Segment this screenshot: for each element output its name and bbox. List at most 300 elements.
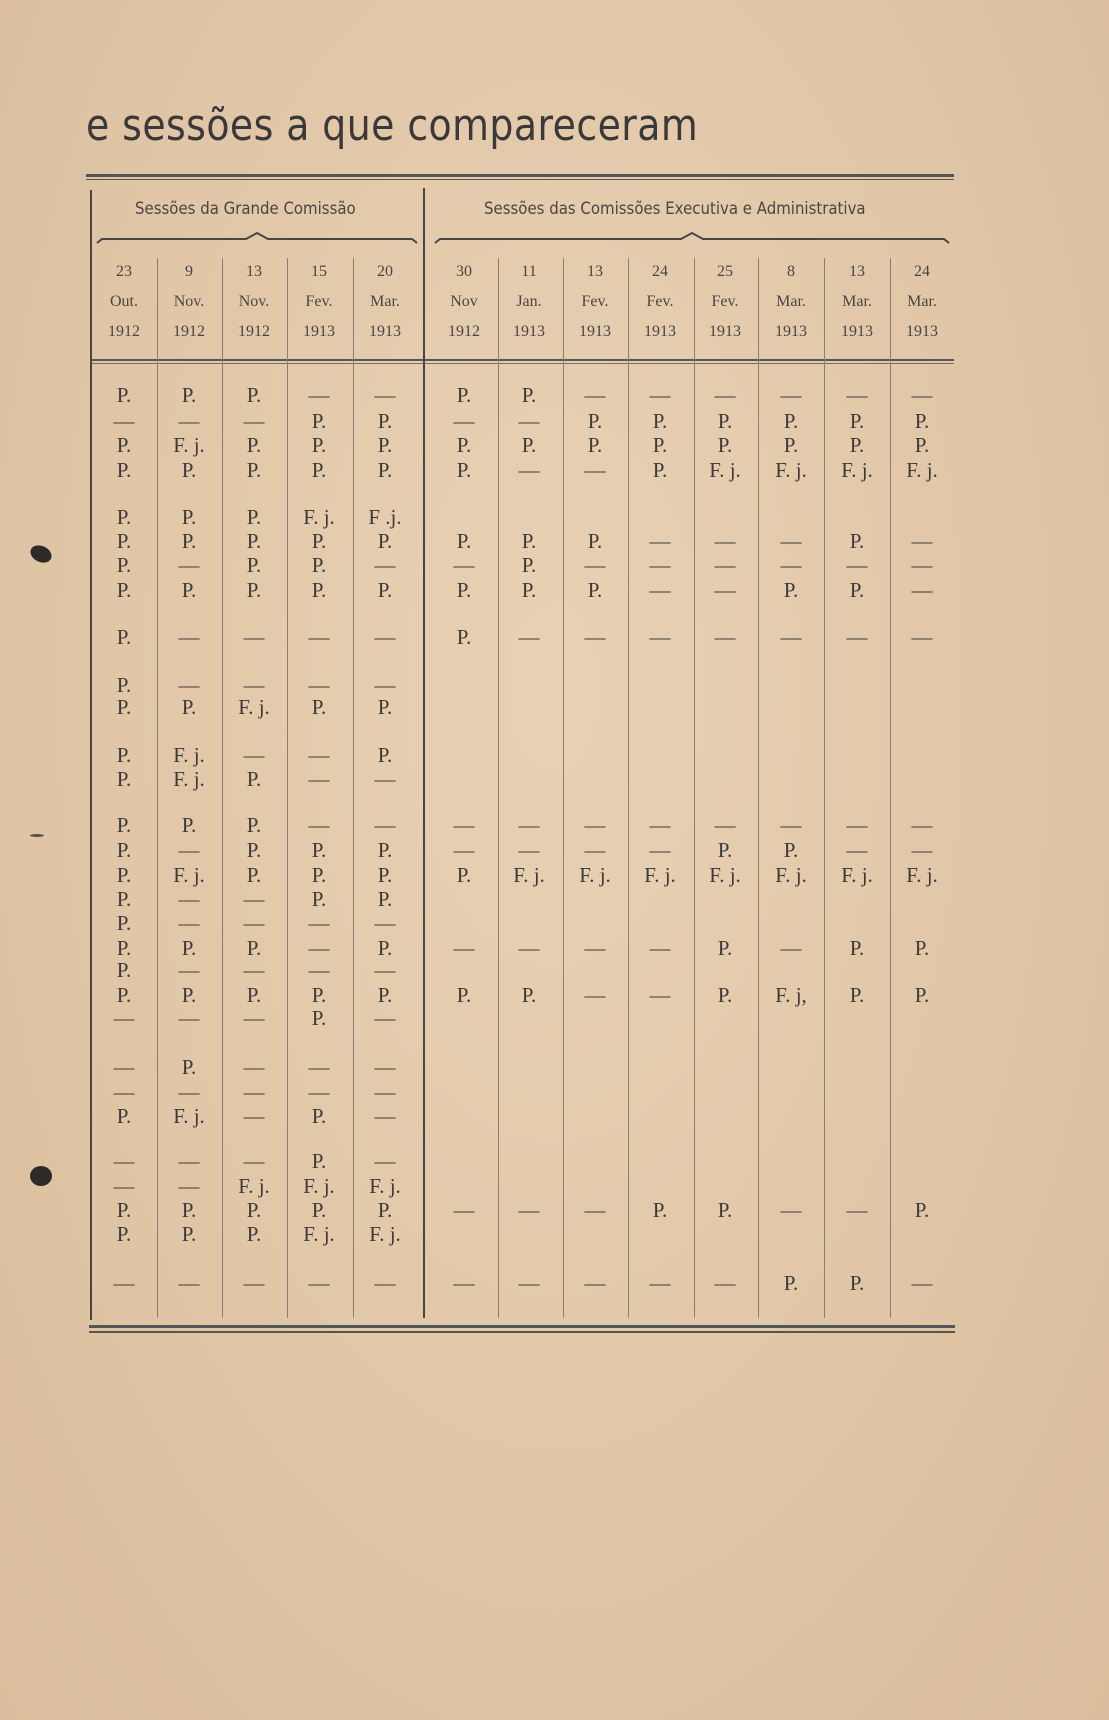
column-header-year: 1913 (513, 323, 545, 340)
attendance-cell: — (584, 1271, 606, 1295)
attendance-cell: P. (116, 911, 132, 935)
attendance-cell: — (911, 529, 933, 553)
attendance-cell: — (113, 1006, 135, 1030)
attendance-cell: — (453, 409, 475, 433)
attendance-cell: F. j. (173, 743, 205, 767)
attendance-cell: — (243, 1080, 265, 1104)
attendance-cell: — (308, 625, 330, 649)
attendance-cell: F .j. (368, 505, 402, 529)
brace-grande-comissao (96, 231, 418, 245)
attendance-cell: P. (116, 743, 132, 767)
attendance-cell: P. (116, 887, 132, 911)
attendance-cell: — (780, 553, 802, 577)
bottom-rule (89, 1325, 955, 1328)
attendance-cell: — (780, 813, 802, 837)
attendance-cell: P. (521, 983, 537, 1007)
attendance-cell: P. (717, 409, 733, 433)
attendance-cell: — (518, 936, 540, 960)
attendance-cell: — (113, 1174, 135, 1198)
attendance-cell: P. (246, 553, 262, 577)
column-header-month: Out. (110, 293, 138, 310)
attendance-cell: P. (181, 813, 197, 837)
attendance-cell: P. (246, 983, 262, 1007)
attendance-cell: P. (246, 578, 262, 602)
attendance-cell: — (649, 1271, 671, 1295)
attendance-cell: P. (521, 433, 537, 457)
attendance-cell: P. (181, 458, 197, 482)
attendance-cell: F. j. (173, 433, 205, 457)
attendance-cell: F. j. (775, 458, 807, 482)
attendance-cell: — (243, 673, 265, 697)
attendance-cell: P. (311, 983, 327, 1007)
attendance-cell: P. (311, 529, 327, 553)
attendance-cell: P. (914, 1198, 930, 1222)
attendance-cell: — (243, 1104, 265, 1128)
attendance-cell: P. (456, 433, 472, 457)
column-header-day: 23 (116, 263, 132, 280)
attendance-cell: P. (377, 887, 393, 911)
attendance-cell: — (178, 887, 200, 911)
attendance-cell: — (518, 1271, 540, 1295)
attendance-cell: — (714, 578, 736, 602)
attendance-cell: — (178, 911, 200, 935)
attendance-cell: F. j. (173, 1104, 205, 1128)
attendance-cell: P. (717, 433, 733, 457)
attendance-cell: — (308, 813, 330, 837)
attendance-cell: — (113, 409, 135, 433)
attendance-cell: — (911, 625, 933, 649)
attendance-cell: F. j. (303, 1174, 335, 1198)
attendance-cell: P. (377, 458, 393, 482)
attendance-cell: P. (181, 1055, 197, 1079)
attendance-cell: — (649, 383, 671, 407)
attendance-cell: — (243, 743, 265, 767)
attendance-cell: — (453, 1198, 475, 1222)
attendance-cell: P. (246, 383, 262, 407)
attendance-cell: P. (587, 529, 603, 553)
attendance-cell: — (374, 553, 396, 577)
attendance-cell: P. (116, 695, 132, 719)
attendance-cell: P. (311, 1149, 327, 1173)
attendance-cell: — (649, 983, 671, 1007)
attendance-cell: — (584, 813, 606, 837)
attendance-cell: — (518, 1198, 540, 1222)
attendance-cell: P. (652, 409, 668, 433)
attendance-cell: P. (456, 458, 472, 482)
attendance-cell: P. (456, 625, 472, 649)
column-header-day: 13 (587, 263, 603, 280)
attendance-cell: P. (311, 1198, 327, 1222)
attendance-cell: P. (116, 936, 132, 960)
attendance-cell: P. (311, 838, 327, 862)
attendance-cell: — (178, 1174, 200, 1198)
attendance-cell: P. (116, 767, 132, 791)
attendance-cell: — (649, 936, 671, 960)
attendance-cell: F. j. (303, 1222, 335, 1246)
attendance-cell: — (374, 813, 396, 837)
attendance-cell: P. (717, 936, 733, 960)
attendance-cell: P. (652, 458, 668, 482)
attendance-cell: — (374, 673, 396, 697)
attendance-cell: — (243, 625, 265, 649)
attendance-cell: P. (849, 936, 865, 960)
attendance-cell: P. (377, 578, 393, 602)
attendance-cell: P. (116, 1222, 132, 1246)
attendance-cell: — (243, 887, 265, 911)
attendance-cell: P. (181, 505, 197, 529)
column-header-month: Mar. (776, 293, 806, 310)
attendance-cell: — (243, 911, 265, 935)
attendance-cell: P. (456, 983, 472, 1007)
attendance-cell: P. (116, 673, 132, 697)
attendance-cell: P. (116, 958, 132, 982)
attendance-cell: P. (246, 813, 262, 837)
attendance-cell: — (178, 673, 200, 697)
attendance-cell: P. (849, 433, 865, 457)
attendance-cell: — (584, 838, 606, 862)
attendance-cell: P. (116, 505, 132, 529)
attendance-cell: P. (311, 695, 327, 719)
attendance-cell: — (649, 529, 671, 553)
attendance-cell: P. (717, 983, 733, 1007)
attendance-cell: P. (246, 505, 262, 529)
attendance-cell: — (374, 625, 396, 649)
column-header-year: 1913 (906, 323, 938, 340)
attendance-cell: — (308, 743, 330, 767)
attendance-cell: P. (783, 1271, 799, 1295)
top-rule-thin (86, 179, 954, 180)
column-header-day: 13 (246, 263, 262, 280)
attendance-cell: — (113, 1149, 135, 1173)
attendance-cell: F. j. (644, 863, 676, 887)
attendance-cell: — (243, 1149, 265, 1173)
attendance-cell: — (243, 409, 265, 433)
attendance-cell: — (308, 1055, 330, 1079)
column-header-month: Mar. (842, 293, 872, 310)
attendance-cell: — (714, 813, 736, 837)
attendance-cell: — (584, 383, 606, 407)
attendance-cell: — (453, 838, 475, 862)
attendance-cell: F. j. (579, 863, 611, 887)
attendance-cell: P. (914, 433, 930, 457)
attendance-cell: — (243, 1055, 265, 1079)
attendance-cell: P. (246, 1222, 262, 1246)
attendance-cell: P. (783, 838, 799, 862)
ink-blot (30, 834, 44, 837)
page-title: e sessões a que compareceram (86, 100, 699, 151)
column-header-year: 1913 (644, 323, 676, 340)
attendance-cell: P. (377, 983, 393, 1007)
attendance-cell: — (846, 1198, 868, 1222)
attendance-cell: P. (521, 529, 537, 553)
attendance-cell: — (780, 1198, 802, 1222)
attendance-cell: P. (116, 838, 132, 862)
attendance-cell: F. j. (841, 458, 873, 482)
column-header-month: Fev. (305, 293, 333, 310)
column-header-day: 24 (652, 263, 668, 280)
attendance-cell: — (374, 911, 396, 935)
attendance-cell: P. (311, 409, 327, 433)
column-header-day: 11 (521, 263, 537, 280)
attendance-cell: — (911, 838, 933, 862)
attendance-cell: P. (783, 433, 799, 457)
attendance-cell: — (308, 1271, 330, 1295)
attendance-cell: P. (246, 529, 262, 553)
column-header-month: Nov. (173, 293, 205, 310)
attendance-cell: P. (116, 529, 132, 553)
attendance-cell: F. j. (303, 505, 335, 529)
attendance-cell: — (178, 1080, 200, 1104)
attendance-cell: — (911, 578, 933, 602)
attendance-cell: P. (116, 1198, 132, 1222)
column-header-year: 1913 (775, 323, 807, 340)
column-header-month: Jan. (516, 293, 542, 310)
attendance-cell: — (584, 458, 606, 482)
attendance-cell: P. (849, 983, 865, 1007)
attendance-cell: P. (246, 433, 262, 457)
attendance-cell: — (911, 1271, 933, 1295)
attendance-cell: P. (246, 458, 262, 482)
group-divider-rule (423, 188, 425, 1318)
attendance-cell: — (243, 958, 265, 982)
attendance-cell: P. (181, 695, 197, 719)
attendance-cell: F. j. (513, 863, 545, 887)
attendance-cell: — (374, 1149, 396, 1173)
attendance-cell: — (584, 1198, 606, 1222)
attendance-cell: P. (377, 743, 393, 767)
attendance-cell: F. j. (173, 863, 205, 887)
attendance-cell: — (308, 1080, 330, 1104)
ink-blot (30, 1166, 52, 1186)
attendance-cell: F. j. (238, 1174, 270, 1198)
attendance-cell: — (911, 383, 933, 407)
attendance-cell: — (584, 983, 606, 1007)
attendance-cell: F. j. (906, 863, 938, 887)
column-header-day: 15 (311, 263, 327, 280)
attendance-cell: P. (181, 1198, 197, 1222)
attendance-cell: P. (311, 553, 327, 577)
attendance-cell: — (374, 1006, 396, 1030)
attendance-cell: — (308, 767, 330, 791)
attendance-cell: P. (587, 433, 603, 457)
attendance-cell: P. (587, 578, 603, 602)
attendance-cell: P. (377, 936, 393, 960)
attendance-cell: P. (116, 625, 132, 649)
column-header-year: 1913 (841, 323, 873, 340)
attendance-cell: — (374, 1104, 396, 1128)
attendance-cell: F. j. (238, 695, 270, 719)
attendance-cell: P. (181, 529, 197, 553)
attendance-cell: F. j. (173, 767, 205, 791)
attendance-cell: P. (181, 936, 197, 960)
attendance-cell: — (178, 409, 200, 433)
attendance-cell: — (846, 553, 868, 577)
attendance-cell: P. (116, 863, 132, 887)
attendance-cell: F. j. (906, 458, 938, 482)
attendance-cell: F. j. (369, 1222, 401, 1246)
column-header-month: Nov (450, 293, 478, 310)
attendance-cell: P. (456, 578, 472, 602)
group-heading-grande-comissao: Sessões da Grande Comissão (135, 199, 356, 219)
attendance-cell: — (113, 1055, 135, 1079)
column-header-day: 9 (185, 263, 193, 280)
attendance-cell: P. (521, 383, 537, 407)
attendance-cell: — (113, 1271, 135, 1295)
attendance-cell: P. (717, 838, 733, 862)
attendance-cell: P. (181, 578, 197, 602)
attendance-cell: — (308, 383, 330, 407)
attendance-cell: P. (521, 578, 537, 602)
attendance-cell: — (453, 1271, 475, 1295)
column-header-year: 1912 (448, 323, 480, 340)
attendance-cell: P. (311, 1006, 327, 1030)
attendance-cell: P. (717, 1198, 733, 1222)
attendance-cell: F. j. (775, 863, 807, 887)
attendance-cell: — (846, 813, 868, 837)
attendance-cell: F. j. (709, 863, 741, 887)
column-header-month: Mar. (370, 293, 400, 310)
attendance-cell: P. (311, 578, 327, 602)
attendance-cell: F. j. (369, 1174, 401, 1198)
attendance-cell: — (714, 529, 736, 553)
attendance-cell: — (780, 383, 802, 407)
attendance-cell: P. (311, 433, 327, 457)
attendance-cell: — (714, 383, 736, 407)
column-header-year: 1912 (238, 323, 270, 340)
attendance-cell: P. (377, 433, 393, 457)
attendance-cell: — (714, 553, 736, 577)
column-header-day: 30 (456, 263, 472, 280)
attendance-cell: P. (783, 578, 799, 602)
brace-comissoes-executiva (434, 231, 950, 245)
attendance-cell: F. j. (709, 458, 741, 482)
column-header-day: 13 (849, 263, 865, 280)
attendance-cell: P. (914, 936, 930, 960)
attendance-cell: — (453, 553, 475, 577)
attendance-cell: — (584, 936, 606, 960)
attendance-cell: — (780, 936, 802, 960)
attendance-cell: P. (377, 838, 393, 862)
attendance-cell: P. (783, 409, 799, 433)
attendance-cell: P. (377, 1198, 393, 1222)
attendance-cell: — (846, 838, 868, 862)
attendance-cell: — (584, 553, 606, 577)
attendance-cell: — (518, 409, 540, 433)
attendance-cell: P. (246, 1198, 262, 1222)
attendance-cell: P. (377, 409, 393, 433)
attendance-cell: P. (116, 578, 132, 602)
attendance-cell: — (780, 625, 802, 649)
column-header-year: 1913 (303, 323, 335, 340)
column-header-day: 24 (914, 263, 930, 280)
column-header-month: Fev. (711, 293, 739, 310)
column-header-day: 8 (787, 263, 795, 280)
attendance-cell: — (911, 553, 933, 577)
attendance-cell: — (453, 936, 475, 960)
attendance-cell: — (308, 673, 330, 697)
column-header-year: 1913 (369, 323, 401, 340)
column-header-month: Fev. (581, 293, 609, 310)
column-header-month: Nov. (238, 293, 270, 310)
attendance-cell: — (518, 625, 540, 649)
attendance-cell: P. (181, 383, 197, 407)
attendance-cell: — (649, 813, 671, 837)
attendance-cell: — (780, 529, 802, 553)
attendance-cell: — (374, 1055, 396, 1079)
attendance-cell: — (374, 958, 396, 982)
attendance-cell: P. (311, 863, 327, 887)
attendance-cell: — (714, 625, 736, 649)
attendance-cell: P. (521, 553, 537, 577)
top-rule (86, 174, 954, 177)
attendance-cell: — (243, 1271, 265, 1295)
attendance-cell: P. (849, 578, 865, 602)
column-header-year: 1913 (579, 323, 611, 340)
attendance-cell: P. (311, 1104, 327, 1128)
attendance-cell: — (374, 1080, 396, 1104)
attendance-cell: — (518, 813, 540, 837)
attendance-cell: — (113, 1080, 135, 1104)
attendance-cell: — (649, 553, 671, 577)
attendance-cell: P. (849, 1271, 865, 1295)
attendance-cell: P. (311, 458, 327, 482)
attendance-cell: P. (652, 433, 668, 457)
column-header-month: Mar. (907, 293, 937, 310)
attendance-cell: F. j. (841, 863, 873, 887)
attendance-cell: — (453, 813, 475, 837)
attendance-cell: — (178, 625, 200, 649)
attendance-cell: P. (377, 863, 393, 887)
attendance-cell: — (584, 625, 606, 649)
attendance-cell: — (374, 383, 396, 407)
attendance-cell: P. (181, 1222, 197, 1246)
attendance-cell: — (308, 936, 330, 960)
attendance-cell: P. (311, 887, 327, 911)
attendance-cell: — (178, 838, 200, 862)
attendance-cell: P. (456, 863, 472, 887)
attendance-cell: — (178, 958, 200, 982)
attendance-cell: P. (377, 529, 393, 553)
attendance-cell: P. (652, 1198, 668, 1222)
attendance-cell: F. j, (775, 983, 807, 1007)
attendance-cell: P. (116, 983, 132, 1007)
attendance-cell: P. (377, 695, 393, 719)
group-heading-comissoes-executiva: Sessões das Comissões Executiva e Administrativa (484, 199, 866, 219)
attendance-cell: P. (181, 983, 197, 1007)
attendance-cell: — (518, 458, 540, 482)
attendance-cell: P. (116, 553, 132, 577)
attendance-cell: — (846, 625, 868, 649)
column-header-year: 1913 (709, 323, 741, 340)
attendance-cell: — (846, 383, 868, 407)
attendance-cell: P. (246, 767, 262, 791)
attendance-cell: P. (246, 863, 262, 887)
attendance-cell: — (308, 911, 330, 935)
attendance-cell: P. (587, 409, 603, 433)
attendance-cell: P. (246, 936, 262, 960)
column-header-month: Fev. (646, 293, 674, 310)
attendance-cell: — (911, 813, 933, 837)
attendance-cell: — (649, 838, 671, 862)
attendance-cell: P. (456, 529, 472, 553)
attendance-cell: — (243, 1006, 265, 1030)
attendance-cell: — (518, 838, 540, 862)
column-header-year: 1912 (173, 323, 205, 340)
attendance-cell: — (178, 1006, 200, 1030)
attendance-cell: P. (246, 838, 262, 862)
attendance-cell: P. (849, 409, 865, 433)
attendance-cell: — (649, 625, 671, 649)
